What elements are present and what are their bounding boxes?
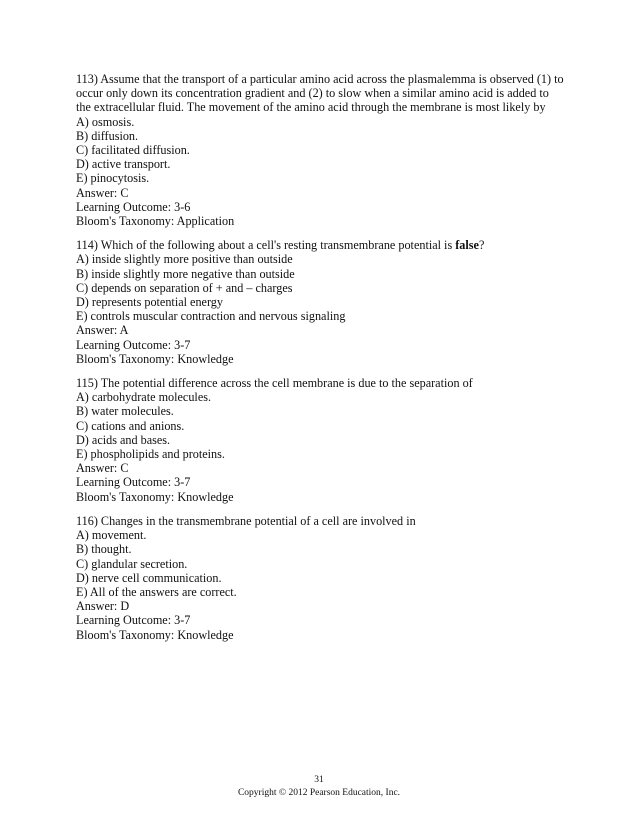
learning-outcome: Learning Outcome: 3-7 [76,475,191,490]
question-stem-end: ? [478,238,485,253]
learning-outcome: Learning Outcome: 3-6 [76,199,191,214]
option-e: E) pinocytosis. [76,171,150,186]
question-stem: 116) Changes in the transmembrane potential of a cell are involved in [76,513,416,528]
question-stem: 113) Assume that the transport of a particular amino acid across the plasmalemma is observed (1) to occur only down its concentration gradient and (2) to slow when a similar amino acid is added to the extracellular fluid. The movement of the amino acid through the membrane is most likely by [76,72,564,115]
option-d: D) active transport. [76,157,171,172]
question-113 [76,72,566,228]
blooms-taxonomy: Bloom's Taxonomy: Application [76,214,235,229]
question-stem [76,238,566,252]
option-a: A) osmosis. [76,114,135,129]
answer: Answer: C [76,185,129,200]
blooms-taxonomy: Bloom's Taxonomy: Knowledge [76,627,234,642]
question-stem: 115) The potential difference across the cell membrane is due to the separation of [76,376,473,391]
copyright-notice: Copyright © 2012 Pearson Education, Inc. [237,788,401,798]
document-body [76,72,566,652]
answer: Answer: A [76,323,129,338]
option-e: E) phospholipids and proteins. [76,447,225,462]
answer: Answer: C [76,461,129,476]
option-b: B) inside slightly more negative than outside [76,266,295,281]
question-stem-text: 114) Which of the following about a cell's resting transmembrane potential is [76,238,456,253]
option-b: B) diffusion. [76,128,139,143]
learning-outcome: Learning Outcome: 3-7 [76,613,191,628]
option-c: C) cations and anions. [76,418,185,433]
option-d: D) acids and bases. [76,432,171,447]
option-a: A) carbohydrate molecules. [76,390,212,405]
question-116 [76,514,566,642]
option-e: E) All of the answers are correct. [76,584,237,599]
blooms-taxonomy: Bloom's Taxonomy: Knowledge [76,351,234,366]
question-114 [76,238,566,366]
page-number: 31 [314,775,324,785]
option-c: C) glandular secretion. [76,556,188,571]
option-d: D) represents potential energy [76,295,223,310]
answer: Answer: D [76,599,130,614]
option-a: A) inside slightly more positive than outside [76,252,293,267]
option-b: B) water molecules. [76,404,174,419]
option-c: C) depends on separation of + and – charges [76,280,293,295]
option-e: E) controls muscular contraction and nervous signaling [76,309,346,324]
blooms-taxonomy: Bloom's Taxonomy: Knowledge [76,489,234,504]
question-stem-emphasis: false [455,238,479,253]
question-115 [76,376,566,504]
option-c: C) facilitated diffusion. [76,143,190,158]
option-a: A) movement. [76,528,147,543]
option-d: D) nerve cell communication. [76,570,222,585]
learning-outcome: Learning Outcome: 3-7 [76,337,191,352]
option-b: B) thought. [76,542,132,557]
